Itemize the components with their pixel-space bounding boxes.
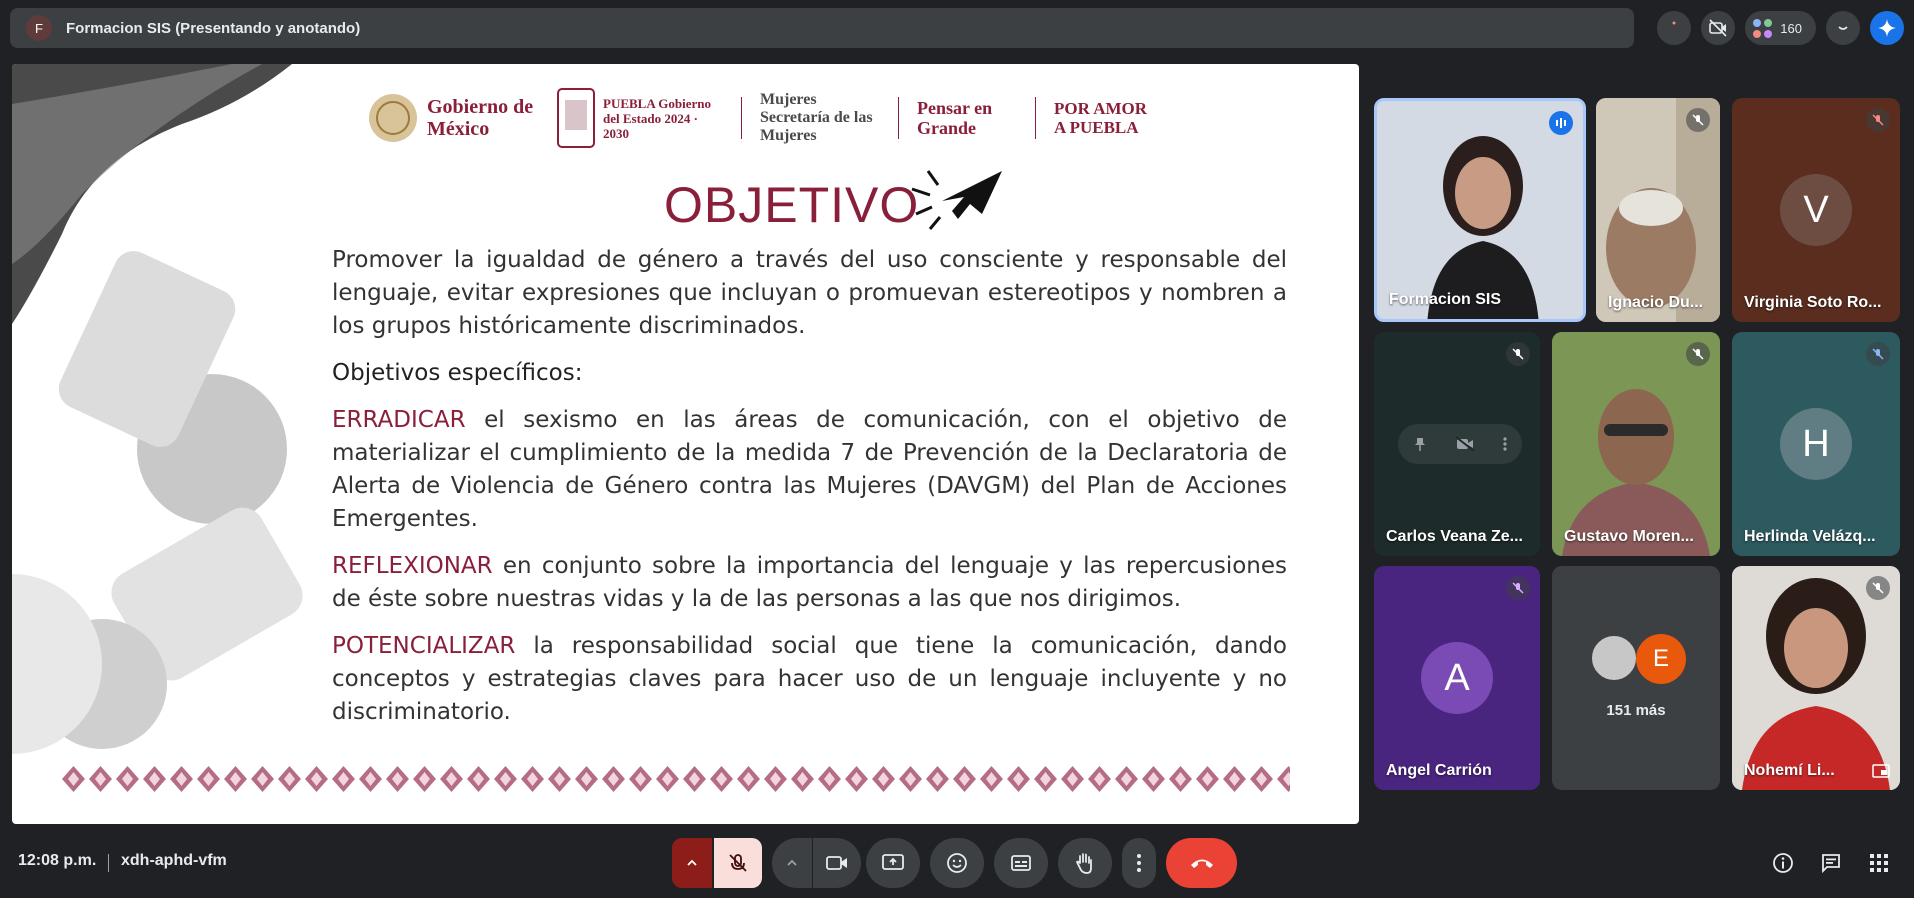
speaking-indicator — [1549, 111, 1573, 135]
participant-avatar: E — [1636, 634, 1686, 684]
chevron-down-icon — [1836, 21, 1850, 35]
meeting-clock: 12:08 p.m. — [18, 852, 97, 869]
objective-item — [332, 550, 1287, 616]
participant-name: Herlinda Velázq... — [1744, 528, 1876, 545]
slide-intro: Promover la igualdad de género a través del uso consciente y responsable del lenguaje, evitar expresiones que incluyan o promuevan estereotipos y nombren a los grupos históricamente discriminados. — [332, 247, 1287, 339]
divider — [108, 854, 109, 872]
presentation-slide — [12, 64, 1359, 824]
emoji-icon — [1666, 20, 1682, 36]
logo-gobierno-mexico: Gobierno de México — [367, 92, 537, 144]
video-off-icon[interactable] — [1455, 436, 1475, 452]
logo-mujeres: Mujeres Secretaría de las Mujeres — [760, 91, 873, 144]
logo-pensar-en-grande: Pensar en Grande — [917, 98, 993, 138]
participant-avatar: H — [1780, 408, 1852, 480]
mic-muted-indicator — [1686, 108, 1710, 132]
more-participants-label: 151 más — [1606, 702, 1666, 719]
top-right-controls — [1657, 8, 1904, 48]
logo-por-amor-a-puebla: POR AMOR A PUEBLA — [1054, 99, 1148, 137]
more-options-button[interactable] — [1122, 838, 1156, 888]
mic-muted-indicator — [1866, 576, 1890, 600]
chevron-up-icon — [686, 857, 698, 869]
participants-button[interactable] — [1745, 11, 1816, 45]
mic-muted-indicator — [1506, 576, 1530, 600]
participant-tile[interactable] — [1732, 566, 1900, 790]
mic-muted-indicator — [1506, 342, 1530, 366]
participant-tile[interactable] — [1732, 332, 1900, 556]
gemini-button[interactable] — [1870, 11, 1904, 45]
leave-call-button[interactable] — [1166, 838, 1237, 888]
camera-off-button[interactable] — [1701, 11, 1735, 45]
picture-in-picture-icon[interactable] — [1872, 764, 1890, 778]
meeting-title: Formacion SIS (Presentando y anotando) — [66, 19, 361, 37]
people-icon — [1753, 19, 1772, 38]
meeting-details-button[interactable] — [1770, 850, 1796, 876]
audio-bars-icon — [1555, 117, 1567, 129]
mic-off-icon — [1871, 113, 1885, 127]
participant-avatar: V — [1780, 174, 1852, 246]
more-participants-tile[interactable] — [1552, 566, 1720, 790]
microphone-toggle-button[interactable] — [714, 838, 762, 888]
participant-name: Carlos Veana Ze... — [1386, 528, 1523, 545]
presenter-avatar: F — [26, 15, 52, 41]
objective-keyword: REFLEXIONAR — [332, 553, 493, 579]
objective-item — [332, 630, 1287, 729]
participant-tile[interactable] — [1374, 98, 1586, 322]
objective-text: el sexismo en las áreas de comunicación, con el objetivo de materializar el cumplimiento de la medida 7 de Prevención de la Declaratoria de Alerta de Violencia de Género contra las Mujeres (DAVGM) del Plan de Acciones Emergentes. — [332, 407, 1287, 532]
reactions-button[interactable] — [930, 838, 984, 888]
objective-keyword: POTENCIALIZAR — [332, 633, 516, 659]
present-icon — [881, 853, 905, 873]
video-off-icon — [1708, 18, 1728, 38]
raise-hand-button[interactable] — [1058, 838, 1112, 888]
mic-muted-indicator — [1866, 108, 1890, 132]
participant-name: Nohemí Li... — [1744, 762, 1835, 779]
video-camera-icon — [825, 854, 849, 872]
present-screen-button[interactable] — [866, 838, 920, 888]
objective-text: la responsabilidad social que tiene la comunicación, dando conceptos y estrategias claves para hacer uso de un lenguaje incluyente y no discriminatorio. — [332, 633, 1287, 725]
activities-button[interactable] — [1866, 850, 1892, 876]
mic-muted-indicator — [1686, 342, 1710, 366]
objective-item — [332, 404, 1287, 536]
participant-count: 160 — [1780, 20, 1802, 36]
pin-icon[interactable] — [1412, 436, 1428, 452]
hand-icon — [1074, 851, 1096, 875]
participant-tile[interactable] — [1596, 98, 1720, 322]
objective-text: en conjunto sobre la importancia del lenguaje y las repercusiones de éste sobre nuestras vidas y la de las personas a las que nos dirigimos. — [332, 553, 1287, 612]
mic-off-icon — [1511, 347, 1525, 361]
mic-off-icon — [1511, 581, 1525, 595]
participant-name: Virginia Soto Ro... — [1744, 294, 1882, 311]
end-call-icon — [1189, 856, 1215, 870]
slide-subheading: Objetivos específicos: — [332, 360, 583, 386]
institution-logos — [367, 86, 1149, 150]
chat-button[interactable] — [1818, 850, 1844, 876]
tile-hover-controls — [1398, 424, 1522, 464]
logo-divider — [898, 97, 899, 139]
meeting-title-bar — [10, 8, 1634, 48]
objective-keyword: ERRADICAR — [332, 407, 466, 433]
mic-off-icon — [1871, 347, 1885, 361]
sparkle-icon — [1877, 18, 1897, 38]
participant-avatar: A — [1421, 642, 1493, 714]
mic-off-icon — [1691, 347, 1705, 361]
slide-decoration — [12, 64, 332, 824]
apps-grid-icon — [1869, 853, 1889, 873]
participant-video — [1377, 101, 1586, 322]
cursor-arrow-icon — [902, 159, 1012, 239]
captions-icon — [1010, 854, 1032, 872]
decorative-border-pattern — [60, 764, 1290, 794]
reaction-button[interactable] — [1657, 11, 1691, 45]
participant-tile[interactable] — [1374, 566, 1540, 790]
participant-video — [1596, 98, 1720, 322]
more-vert-icon[interactable] — [1502, 436, 1508, 452]
mic-off-icon — [1691, 113, 1705, 127]
more-vert-icon — [1136, 853, 1142, 873]
participant-tile[interactable] — [1552, 332, 1720, 556]
mic-muted-indicator — [1866, 342, 1890, 366]
slide-title: OBJETIVO — [664, 177, 920, 233]
info-icon — [1772, 852, 1794, 874]
slide-body — [332, 244, 1287, 743]
participant-tile[interactable] — [1732, 98, 1900, 322]
logo-divider — [741, 97, 742, 139]
mic-off-icon — [1871, 581, 1885, 595]
stacked-avatar-photo — [1590, 634, 1638, 682]
participant-name: Angel Carrión — [1386, 762, 1492, 779]
camera-toggle-button[interactable] — [813, 838, 861, 888]
participant-name: Ignacio Du... — [1608, 294, 1704, 311]
collapse-button[interactable] — [1826, 11, 1860, 45]
chevron-up-icon — [786, 857, 798, 869]
chat-icon — [1820, 852, 1842, 874]
audio-options-button[interactable] — [672, 838, 712, 888]
emoji-icon — [946, 852, 968, 874]
meeting-code: xdh-aphd-vfm — [121, 852, 227, 869]
mic-off-icon — [727, 852, 749, 874]
logo-divider — [1035, 97, 1036, 139]
video-options-button[interactable] — [772, 838, 812, 888]
seal-icon — [367, 92, 419, 144]
captions-button[interactable] — [994, 838, 1048, 888]
crest-icon — [555, 86, 597, 150]
participant-name: Formacion SIS — [1389, 291, 1502, 308]
participant-name: Gustavo Moren... — [1564, 528, 1694, 545]
participant-tile[interactable] — [1374, 332, 1540, 556]
logo-puebla: PUEBLA Gobierno del Estado 2024 · 2030 — [555, 86, 723, 150]
